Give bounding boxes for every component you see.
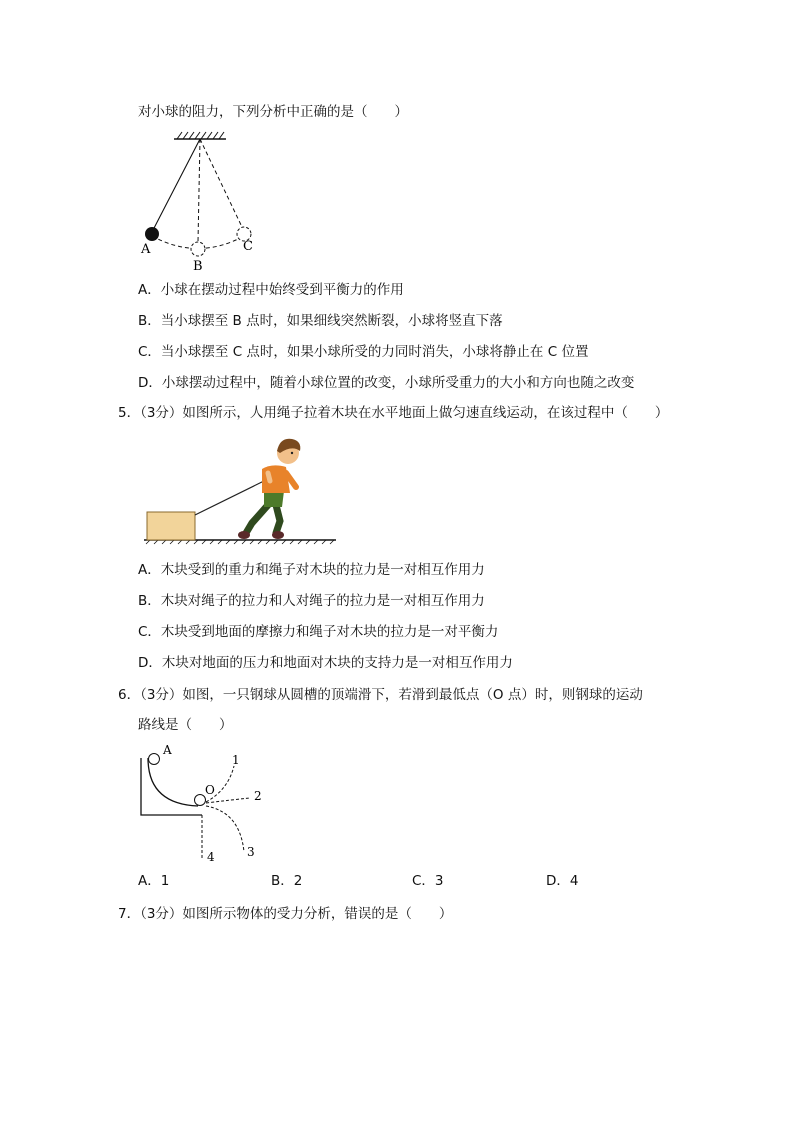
- q6-option-b: B．2: [271, 873, 303, 889]
- q6-stem-line1: 6．（3分）如图，一只钢球从圆槽的顶端滑下，若滑到最低点（O 点）时，则钢球的运动: [118, 687, 643, 703]
- q4-stem-tail: 对小球的阻力，下列分析中正确的是（ ）: [138, 104, 408, 120]
- pendulum-figure: [130, 126, 270, 276]
- q6-stem-line2: 路线是（ ）: [138, 717, 233, 733]
- ball-a: [145, 227, 159, 241]
- q5-option-b: B．木块对绳子的拉力和人对绳子的拉力是一对相互作用力: [138, 593, 485, 609]
- ball-top: [149, 754, 160, 765]
- q5-option-a: A．木块受到的重力和绳子对木块的拉力是一对相互作用力: [138, 562, 485, 578]
- bowl-track-figure: [134, 740, 274, 865]
- pulling-block-figure: [140, 433, 340, 548]
- q4-option-d: D．小球摆动过程中，随着小球位置的改变，小球所受重力的大小和方向也随之改变: [138, 375, 635, 391]
- q6-option-d: D．4: [546, 873, 579, 889]
- label-o: O: [205, 783, 215, 797]
- rope: [195, 478, 270, 515]
- path-2-label: 2: [254, 789, 262, 803]
- path-1-label: 1: [232, 753, 240, 767]
- q4-option-b: B．当小球摆至 B 点时，如果细线突然断裂，小球将竖直下落: [138, 313, 503, 329]
- label-a-top: A: [163, 743, 172, 757]
- q5-stem: 5．（3分）如图所示，人用绳子拉着木块在水平地面上做匀速直线运动，在该过程中（ ）: [118, 405, 669, 421]
- ball-b: [191, 242, 205, 256]
- q6-option-c: C．3: [412, 873, 444, 889]
- wooden-block: [147, 512, 195, 540]
- q4-option-a: A．小球在摆动过程中始终受到平衡力的作用: [138, 282, 404, 298]
- ball-bottom: [195, 795, 206, 806]
- label-a: A: [141, 242, 151, 257]
- label-c: C: [243, 239, 253, 254]
- q7-stem: 7．（3分）如图所示物体的受力分析，错误的是（ ）: [118, 906, 453, 922]
- label-b: B: [193, 259, 203, 274]
- q4-option-c: C．当小球摆至 C 点时，如果小球所受的力同时消失，小球将静止在 C 位置: [138, 344, 589, 360]
- path-3-label: 3: [247, 845, 255, 859]
- q5-option-c: C．木块受到地面的摩擦力和绳子对木块的拉力是一对平衡力: [138, 624, 499, 640]
- q5-option-d: D．木块对地面的压力和地面对木块的支持力是一对相互作用力: [138, 655, 513, 671]
- q6-option-a: A．1: [138, 873, 170, 889]
- path-4-label: 4: [207, 850, 215, 864]
